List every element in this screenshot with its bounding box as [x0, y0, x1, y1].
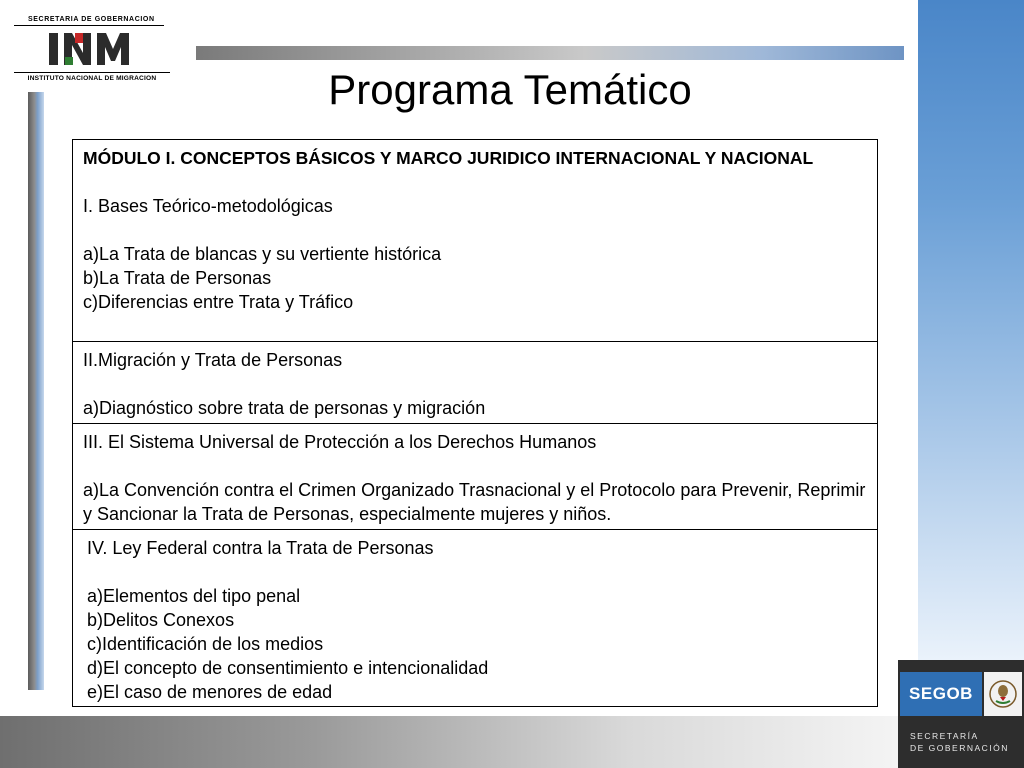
list-item: a)La Trata de blancas y su vertiente histórica — [83, 244, 442, 264]
segob-logo — [900, 672, 982, 716]
inm-logo — [14, 14, 170, 88]
module-1-cell — [73, 140, 877, 342]
logo-top-text: SECRETARIA DE GOBERNACION — [14, 14, 164, 26]
list-item: a)Diagnóstico sobre trata de personas y migración — [83, 398, 486, 418]
list-item: b)La Trata de Personas — [83, 268, 272, 288]
segob-label: SEGOB — [909, 684, 973, 703]
module-4-section: IV. Ley Federal contra la Trata de Personas — [87, 538, 434, 558]
secretaria-line-1: SECRETARÍA — [910, 731, 979, 741]
list-item: a)Elementos del tipo penal — [87, 586, 301, 606]
module-3-section: III. El Sistema Universal de Protección a los Derechos Humanos — [83, 432, 597, 452]
bottom-gradient-bar — [0, 716, 898, 768]
page-title: Programa Temático — [328, 66, 692, 113]
list-item: c)Identificación de los medios — [87, 634, 324, 654]
secretaria-line-2: DE GOBERNACIÓN — [910, 743, 1009, 753]
left-gradient-stripe — [28, 92, 44, 690]
mexico-seal-icon — [984, 672, 1022, 716]
module-3-cell — [73, 424, 877, 530]
list-item: e)El caso de menores de edad — [87, 682, 333, 702]
module-2-section: II.Migración y Trata de Personas — [83, 350, 343, 370]
module-4-cell — [73, 530, 877, 705]
program-table — [72, 139, 878, 707]
inm-mark-icon — [14, 26, 170, 72]
secretaria-wordmark — [910, 730, 1020, 754]
module-1-section: I. Bases Teórico-metodológicas — [83, 196, 333, 216]
logo-bottom-text: INSTITUTO NACIONAL DE MIGRACION — [14, 72, 170, 84]
list-item: a)La Convención contra el Crimen Organizado Trasnacional y el Protocolo para Prevenir, Reprimir y Sancionar la Trata de Personas, especialmente mujeres y niños. — [83, 480, 866, 524]
right-gradient-column — [918, 0, 1024, 660]
module-2-cell — [73, 342, 877, 424]
top-gradient-stripe — [196, 46, 904, 60]
module-1-heading: MÓDULO I. CONCEPTOS BÁSICOS Y MARCO JURIDICO INTERNACIONAL Y NACIONAL — [83, 148, 814, 168]
list-item: d)El concepto de consentimiento e intencionalidad — [87, 658, 489, 678]
list-item: c)Diferencias entre Trata y Tráfico — [83, 292, 354, 312]
list-item: b)Delitos Conexos — [87, 610, 235, 630]
